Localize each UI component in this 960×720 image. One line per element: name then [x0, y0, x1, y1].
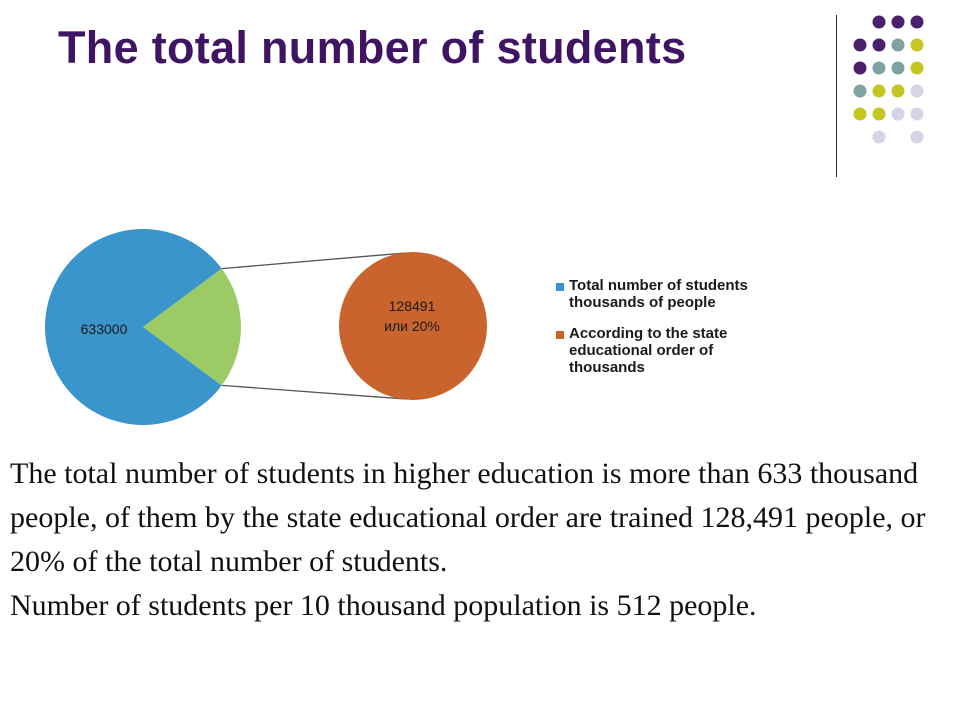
- decorative-dot: [911, 131, 924, 144]
- decorative-dot: [854, 62, 867, 75]
- decorative-dot: [911, 108, 924, 121]
- decorative-dot: [911, 16, 924, 29]
- main-pie-value-label: 633000: [80, 321, 128, 337]
- title-divider: [836, 15, 837, 177]
- legend-swatch-total-students: [556, 283, 564, 291]
- body-paragraph-per-population: Number of students per 10 thousand population is 512 people.: [10, 589, 757, 622]
- decorative-dot: [892, 62, 905, 75]
- decorative-dot: [873, 39, 886, 52]
- legend-label-line: thousands: [569, 359, 645, 376]
- slide-body-text: [10, 452, 950, 628]
- legend-label-line: thousands of people: [569, 294, 716, 311]
- decorative-dot: [854, 39, 867, 52]
- decorative-dot: [873, 131, 886, 144]
- legend-label-line: Total number of students: [569, 277, 748, 294]
- legend-label-line: According to the state: [569, 325, 728, 342]
- chart-legend: [556, 277, 816, 390]
- slide-title: The total number of students: [58, 22, 687, 73]
- decorative-dot-grid: [850, 12, 950, 162]
- decorative-dot: [911, 62, 924, 75]
- decorative-dot: [873, 108, 886, 121]
- decorative-dot: [892, 16, 905, 29]
- decorative-dot: [911, 85, 924, 98]
- legend-label-line: educational order of: [569, 342, 714, 359]
- decorative-dot: [892, 108, 905, 121]
- legend-swatch-state-order: [556, 331, 564, 339]
- decorative-dot: [854, 108, 867, 121]
- decorative-dot: [892, 39, 905, 52]
- decorative-dot: [873, 16, 886, 29]
- decorative-dot: [873, 85, 886, 98]
- legend-item-state-order: [556, 325, 816, 376]
- decorative-dot: [873, 62, 886, 75]
- body-paragraph-students: The total number of students in higher education is more than 633 thousand people, of them by the state educational order are trained 128,491 people, or 20% of the total number of students.: [10, 457, 926, 578]
- detail-pie-value-label: 128491: [388, 298, 436, 314]
- decorative-dot: [892, 85, 905, 98]
- decorative-dot: [911, 39, 924, 52]
- detail-pie-percent-label: или 20%: [384, 318, 440, 334]
- decorative-dot: [854, 85, 867, 98]
- legend-item-total-students: [556, 277, 816, 311]
